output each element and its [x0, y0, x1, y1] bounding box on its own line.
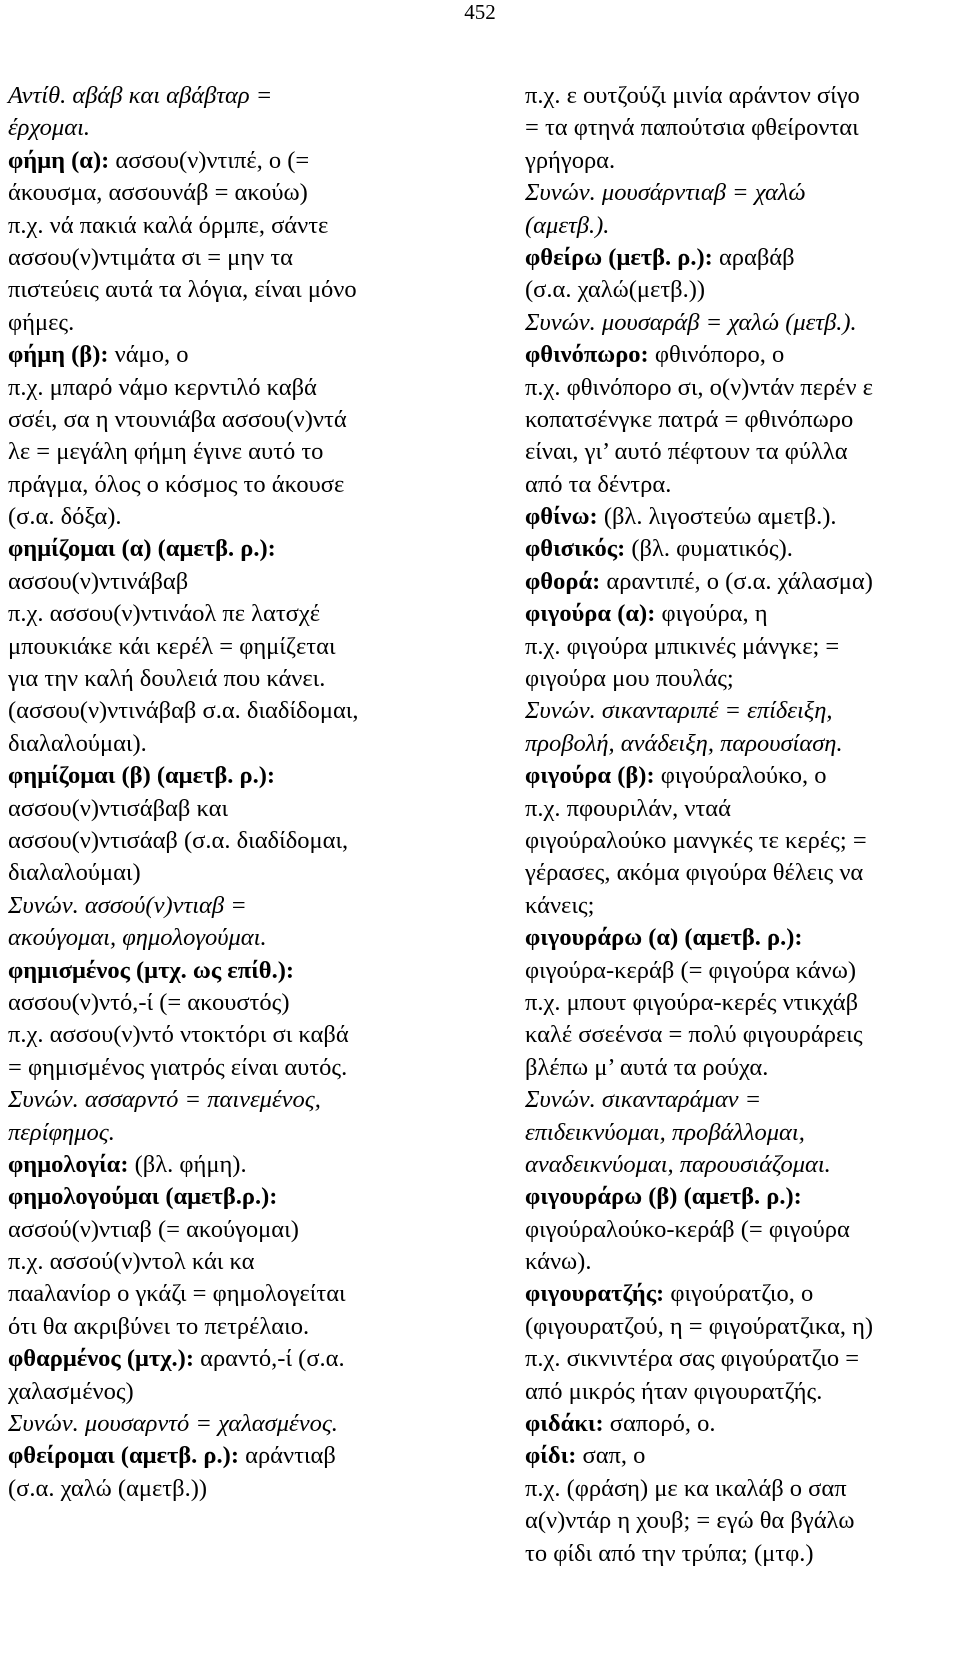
text-line — [8, 469, 428, 501]
text-line — [8, 1473, 428, 1505]
text-line — [525, 436, 945, 468]
text-line — [525, 1473, 945, 1505]
entry-headword: φθίνω: — [525, 503, 598, 531]
entry-text: σαπορό, ο. — [603, 1410, 716, 1438]
entry-text: γρήγορα. — [525, 146, 616, 174]
text-line — [525, 566, 945, 598]
entry-headword: φθορά: — [525, 567, 601, 595]
text-line — [8, 1343, 428, 1375]
entry-headword: φθείρομαι (αμετβ. ρ.): — [8, 1442, 239, 1470]
entry-text: σαπ, ο — [576, 1442, 646, 1470]
entry-text: κοπατσένγκε πατρά = φθινόπωρο — [525, 405, 854, 433]
entry-text: κάνεις; — [525, 891, 595, 919]
entry-text: ασσου(ν)ντιμάτα σι = μην τα — [8, 243, 294, 271]
text-line — [8, 955, 428, 987]
text-line — [525, 598, 945, 630]
text-line — [525, 1117, 945, 1149]
synonym-text: ακούγομαι, φημολογούμαι. — [8, 924, 267, 952]
text-line — [525, 501, 945, 533]
text-line — [525, 1214, 945, 1246]
text-line — [525, 1246, 945, 1278]
text-line — [8, 825, 428, 857]
text-line — [525, 1376, 945, 1408]
entry-text: φιγούρα, η — [655, 600, 768, 628]
entry-text: φιγούραλούκο-κεράβ (= φιγούρα — [525, 1215, 850, 1243]
entry-headword: φημολογία: — [8, 1150, 129, 1178]
synonym-text: Συνών. ασσαρντό = παινεμένος, — [8, 1086, 321, 1114]
entry-text: π.χ. νά πακιά καλά όρμπε, σάντε — [8, 211, 329, 239]
text-line — [8, 663, 428, 695]
entry-text: αραντιπέ, ο (σ.α. χάλασμα) — [600, 567, 873, 595]
text-line — [8, 566, 428, 598]
text-line — [8, 1019, 428, 1051]
entry-headword: φημολογούμαι (αμετβ.ρ.): — [8, 1183, 278, 1211]
text-line — [525, 857, 945, 889]
entry-headword: φιγουράρω (α) (αμετβ. ρ.): — [525, 924, 803, 952]
entry-text: = φημισμένος γιατρός είναι αυτός. — [8, 1053, 348, 1081]
text-line — [525, 760, 945, 792]
synonym-text: Συνών. σικανταριπέ = επίδειξη, — [525, 697, 833, 725]
entry-headword: φιγούρα (α): — [525, 600, 656, 628]
text-line — [525, 112, 945, 144]
entry-text: π.χ. μπαρό νάμο κερντιλό καβά — [8, 373, 317, 401]
entry-text: π.χ. ασσού(ν)ντολ κάι κα — [8, 1248, 255, 1276]
entry-text: (σ.α. χαλώ(μετβ.)) — [525, 276, 706, 304]
text-line — [8, 987, 428, 1019]
text-line — [525, 1278, 945, 1310]
entry-text: ασσου(ν)ντισάβαβ και — [8, 794, 229, 822]
synonym-text: Συνών. ασσού(ν)ντιαβ = — [8, 891, 247, 919]
text-line — [525, 793, 945, 825]
entry-text: φιγούρα-κεράβ (= φιγούρα κάνω) — [525, 956, 857, 984]
entry-text: κάνω). — [525, 1248, 592, 1276]
text-line — [525, 1181, 945, 1213]
entry-text: π.χ. μπουτ φιγούρα-κερές ντικχάβ — [525, 988, 859, 1016]
text-line — [525, 922, 945, 954]
text-line — [525, 1538, 945, 1570]
entry-text: για την καλή δουλειά που κάνει. — [8, 665, 326, 693]
entry-text: φιγούραλούκο μανγκές τε κερές; = — [525, 826, 867, 854]
text-line — [8, 112, 428, 144]
text-line — [8, 1214, 428, 1246]
entry-text: χαλασμένος) — [8, 1377, 134, 1405]
text-line — [525, 1505, 945, 1537]
text-line — [525, 1311, 945, 1343]
text-line — [8, 1246, 428, 1278]
text-line — [525, 955, 945, 987]
text-line — [525, 533, 945, 565]
entry-headword: φήμη (α): — [8, 146, 110, 174]
text-line — [8, 728, 428, 760]
text-line — [8, 177, 428, 209]
entry-text: σσέι, σα η ντουνιάβα ασσου(ν)ντά — [8, 405, 347, 433]
entry-text: φιγούρατζιο, ο — [664, 1280, 814, 1308]
text-line — [8, 1440, 428, 1472]
text-line — [8, 1376, 428, 1408]
text-line — [8, 793, 428, 825]
dictionary-column-left — [8, 80, 428, 1505]
synonym-text: Συνών. σικανταράμαν = — [525, 1086, 762, 1114]
text-line — [8, 533, 428, 565]
entry-text: αραβάβ — [712, 243, 795, 271]
synonym-text: Συνών. μουσαρντό = χαλασμένος. — [8, 1410, 338, 1438]
entry-text: ασσου(ν)ντιπέ, ο (= — [109, 146, 310, 174]
text-line — [525, 987, 945, 1019]
entry-headword: φιγούρα (β): — [525, 762, 655, 790]
text-line — [525, 631, 945, 663]
text-line — [8, 1052, 428, 1084]
entry-headword: φθινόπωρο: — [525, 341, 649, 369]
entry-text: ότι θα ακριβύνει το πετρέλαιο. — [8, 1312, 310, 1340]
entry-text: π.χ. φθινόπορο σι, ο(ν)ντάν περέν ε — [525, 373, 873, 401]
synonym-text: Συνών. μουσάρντιαβ = χαλώ — [525, 179, 806, 207]
text-line — [525, 372, 945, 404]
text-line — [8, 1117, 428, 1149]
synonym-text: έρχομαι. — [8, 114, 91, 142]
synonym-text: προβολή, ανάδειξη, παρουσίαση. — [525, 729, 843, 757]
text-line — [525, 210, 945, 242]
text-line — [525, 1052, 945, 1084]
dictionary-column-right — [525, 80, 945, 1570]
text-line — [8, 631, 428, 663]
entry-text: γέρασες, ακόμα φιγούρα θέλεις να — [525, 859, 864, 887]
entry-text: (ασσου(ν)ντινάβαβ σ.α. διαδίδομαι, — [8, 697, 359, 725]
page-number: 452 — [464, 0, 496, 24]
text-line — [525, 307, 945, 339]
synonym-text: (αμετβ.). — [525, 211, 610, 239]
text-line — [8, 1408, 428, 1440]
text-line — [525, 825, 945, 857]
text-line — [525, 404, 945, 436]
entry-text: διαλαλούμαι). — [8, 729, 147, 757]
entry-headword: φιγουράρω (β) (αμετβ. ρ.): — [525, 1183, 802, 1211]
entry-headword: φήμη (β): — [8, 341, 109, 369]
entry-text: (βλ. λιγοστεύω αμετβ.). — [597, 503, 837, 531]
text-line — [8, 1311, 428, 1343]
text-line — [525, 1019, 945, 1051]
entry-text: παaλανίορ ο γκάζι = φημολογείται — [8, 1280, 346, 1308]
text-line — [8, 1084, 428, 1116]
entry-text: βλέπω μ’ αυτά τα ρούχα. — [525, 1053, 769, 1081]
text-line — [525, 663, 945, 695]
entry-text: μπουκιάκε κάι κερέλ = φημίζεται — [8, 632, 336, 660]
text-line — [8, 80, 428, 112]
text-line — [8, 404, 428, 436]
entry-headword: φίδι: — [525, 1442, 577, 1470]
text-line — [8, 1278, 428, 1310]
text-line — [8, 339, 428, 371]
text-line — [525, 177, 945, 209]
entry-text: ασσού(ν)ντιαβ (= ακούγομαι) — [8, 1215, 299, 1243]
entry-headword: φθαρμένος (μτχ.): — [8, 1345, 194, 1373]
entry-text: είναι, γι’ αυτό πέφτουν τα φύλλα — [525, 438, 848, 466]
text-line — [8, 857, 428, 889]
entry-headword: φθισικός: — [525, 535, 626, 563]
synonym-text: αναδεικνύομαι, παρουσιάζομαι. — [525, 1150, 831, 1178]
entry-headword: φιγουρατζής: — [525, 1280, 665, 1308]
text-line — [8, 274, 428, 306]
entry-text: π.χ. (φράση) με κα ικαλάβ ο σαπ — [525, 1474, 847, 1502]
text-line — [8, 436, 428, 468]
text-line — [8, 695, 428, 727]
text-line — [525, 145, 945, 177]
entry-text: (φιγουρατζού, η = φιγούρατζικα, η) — [525, 1312, 874, 1340]
text-line — [525, 274, 945, 306]
entry-text: (βλ. φήμη). — [128, 1150, 247, 1178]
entry-text: το φίδι από την τρύπα; (μτφ.) — [525, 1539, 814, 1567]
entry-text: από μικρός ήταν φιγουρατζής. — [525, 1377, 823, 1405]
text-line — [8, 598, 428, 630]
entry-text: νάμο, ο — [108, 341, 189, 369]
entry-headword: φιδάκι: — [525, 1410, 604, 1438]
entry-text: καλέ σσεένσα = πολύ φιγουράρεις — [525, 1021, 863, 1049]
text-line — [8, 501, 428, 533]
entry-text: φθινόπορο, ο — [648, 341, 785, 369]
text-line — [525, 1149, 945, 1181]
text-line — [525, 1408, 945, 1440]
entry-text: π.χ. ασσου(ν)ντό ντοκτόρι σι καβά — [8, 1021, 349, 1049]
entry-text: (σ.α. χαλώ (αμετβ.)) — [8, 1474, 208, 1502]
text-line — [8, 372, 428, 404]
text-line — [8, 307, 428, 339]
text-line — [8, 1149, 428, 1181]
text-line — [525, 728, 945, 760]
text-line — [525, 695, 945, 727]
entry-text: π.χ. ε ουτζούζι μινία αράντον σίγο — [525, 82, 860, 109]
synonym-text: περίφημος. — [8, 1118, 115, 1146]
text-line — [525, 80, 945, 112]
entry-headword: φημίζομαι (α) (αμετβ. ρ.): — [8, 535, 276, 563]
entry-text: φιγούραλούκο, ο — [654, 762, 827, 790]
entry-text: αράντιαβ — [238, 1442, 336, 1470]
entry-text: (σ.α. δόξα). — [8, 503, 122, 531]
entry-text: φιγούρα μου πουλάς; — [525, 665, 734, 693]
entry-headword: φθείρω (μετβ. ρ.): — [525, 243, 713, 271]
entry-text: π.χ. φιγούρα μπικινές μάνγκε; = — [525, 632, 840, 660]
entry-text: ασσου(ν)ντό,-ί (= ακουστός) — [8, 988, 290, 1016]
entry-text: πράγμα, όλος ο κόσμος το άκουσε — [8, 470, 345, 498]
entry-text: ασσου(ν)ντινάβαβ — [8, 567, 189, 595]
entry-text: = τα φτηνά παπούτσια φθείρονται — [525, 114, 859, 142]
entry-text: διαλαλούμαι) — [8, 859, 141, 887]
text-line — [8, 210, 428, 242]
synonym-text: επιδεικνύομαι, προβάλλομαι, — [525, 1118, 805, 1146]
entry-text: φήμες. — [8, 308, 75, 336]
entry-text: π.χ. πφουριλάν, νταά — [525, 794, 731, 822]
entry-text: πιστεύεις αυτά τα λόγια, είναι μόνο — [8, 276, 357, 304]
entry-text: άκουσμα, ασσουνάβ = ακούω) — [8, 179, 308, 207]
text-line — [8, 760, 428, 792]
text-line — [525, 1440, 945, 1472]
text-line — [525, 339, 945, 371]
entry-headword: φημισμένος (μτχ. ως επίθ.): — [8, 956, 295, 984]
entry-headword: φημίζομαι (β) (αμετβ. ρ.): — [8, 762, 276, 790]
entry-text: (βλ. φυματικός). — [625, 535, 793, 563]
text-line — [525, 1343, 945, 1375]
entry-text: λε = μεγάλη φήμη έγινε αυτό το — [8, 438, 324, 466]
synonym-text: Συνών. μουσαράβ = χαλώ (μετβ.). — [525, 308, 857, 336]
text-line — [525, 1084, 945, 1116]
entry-text: π.χ. σικνιντέρα σας φιγούρατζιο = — [525, 1345, 860, 1373]
entry-text: από τα δέντρα. — [525, 470, 672, 498]
entry-text: π.χ. ασσου(ν)ντινάολ πε λατσχέ — [8, 600, 321, 628]
text-line — [8, 890, 428, 922]
text-line — [8, 145, 428, 177]
text-line — [8, 1181, 428, 1213]
text-line — [525, 469, 945, 501]
text-line — [8, 922, 428, 954]
entry-text: αραντό,-ί (σ.α. — [193, 1345, 345, 1373]
synonym-text: Αντίθ. αβάβ και αβάβταρ = — [8, 82, 273, 109]
entry-text: ασσου(ν)ντισάαβ (σ.α. διαδίδομαι, — [8, 826, 349, 854]
text-line — [525, 890, 945, 922]
text-line — [8, 242, 428, 274]
entry-text: α(ν)ντάρ η χουβ; = εγώ θα βγάλω — [525, 1507, 855, 1535]
text-line — [525, 242, 945, 274]
